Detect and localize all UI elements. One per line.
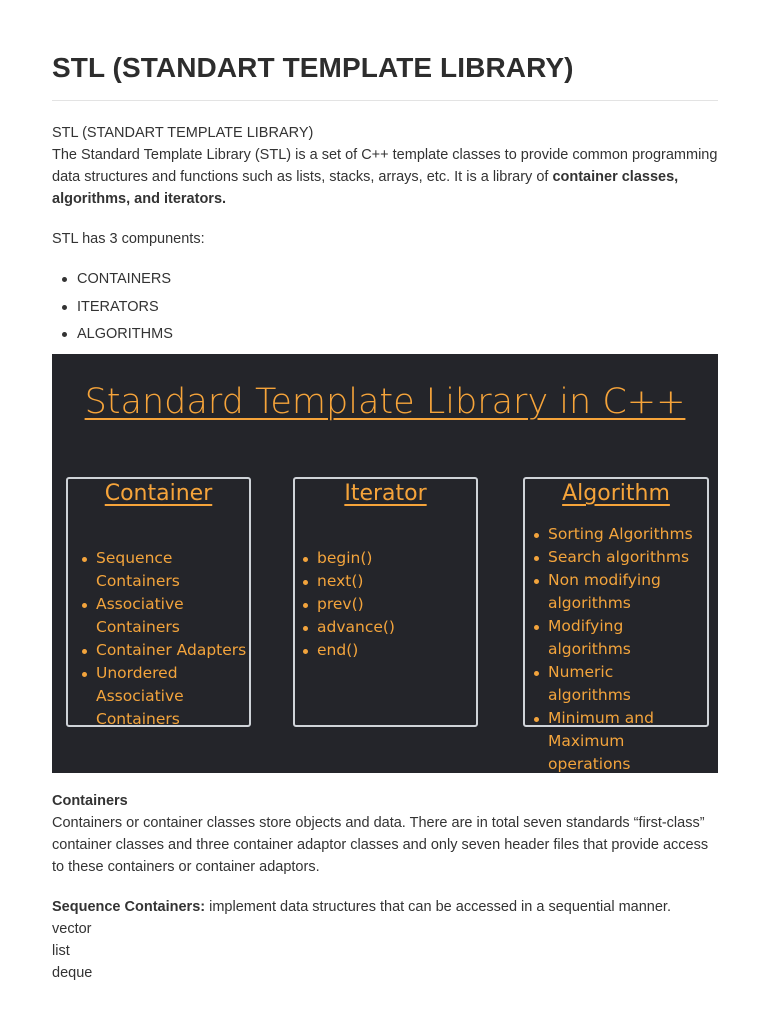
stl-diagram-image <box>52 354 718 773</box>
list-item-containers: CONTAINERS <box>52 268 173 296</box>
components-list <box>52 268 173 351</box>
list-item: prev() <box>300 593 470 616</box>
container-list <box>79 547 249 731</box>
list-item: Minimum and Maximum operations <box>531 707 701 773</box>
title-divider <box>52 100 718 101</box>
list-item-algorithms: ALGORITHMS <box>52 323 173 351</box>
list-item: Numeric algorithms <box>531 661 701 707</box>
components-line: STL has 3 compunents: <box>52 231 205 247</box>
container-box <box>66 477 251 727</box>
algorithm-box <box>523 477 709 773</box>
sequence-label: Sequence Containers: <box>52 899 206 915</box>
list-item: Sequence Containers <box>79 547 249 593</box>
page-title: STL (STANDART TEMPLATE LIBRARY) <box>52 52 574 83</box>
container-heading: Container <box>104 481 213 506</box>
sequence-item-vector: vector <box>52 921 92 937</box>
list-item: Modifying algorithms <box>531 615 701 661</box>
list-item: advance() <box>300 616 470 639</box>
list-item: Container Adapters <box>79 639 249 662</box>
containers-paragraph: Containers or container classes store objects and data. There are in total seven standards “first-class” container classes and three container adaptor classes and only seven header files that provide access to these containers or container adaptors. <box>52 815 709 875</box>
list-item-iterators: ITERATORS <box>52 296 173 324</box>
list-item: Non modifying algorithms <box>531 569 701 615</box>
diagram-title: Standard Template Library in C++ <box>84 382 686 422</box>
sequence-containers-line <box>52 896 671 918</box>
sequence-item-list: list <box>52 943 70 959</box>
list-item: Associative Containers <box>79 593 249 639</box>
intro-paragraph <box>52 144 718 210</box>
intro-section <box>52 122 718 210</box>
list-item: next() <box>300 570 470 593</box>
intro-label: STL (STANDART TEMPLATE LIBRARY) <box>52 125 314 141</box>
intro-text: The Standard Template Library (STL) is a set of C++ template classes to provide common programming data structures and functions such as lists, stacks, arrays, etc. It is a library of <box>52 147 718 185</box>
iterator-heading: Iterator <box>344 481 427 506</box>
sequence-text: implement data structures that can be accessed in a sequential manner. <box>205 899 671 915</box>
algorithm-list <box>531 523 701 773</box>
iterator-box <box>293 477 478 727</box>
algorithm-heading: Algorithm <box>562 481 670 506</box>
sequence-item-deque: deque <box>52 965 93 981</box>
list-item: begin() <box>300 547 470 570</box>
containers-heading: Containers <box>52 793 128 809</box>
list-item: Unordered Associative Containers <box>79 662 249 731</box>
sequence-list <box>52 918 92 984</box>
list-item: Sorting Algorithms <box>531 523 701 546</box>
list-item: Search algorithms <box>531 546 701 569</box>
iterator-list <box>300 547 470 662</box>
intro-bold-text: container classes, algorithms, and iterators. <box>52 169 679 207</box>
list-item: end() <box>300 639 470 662</box>
